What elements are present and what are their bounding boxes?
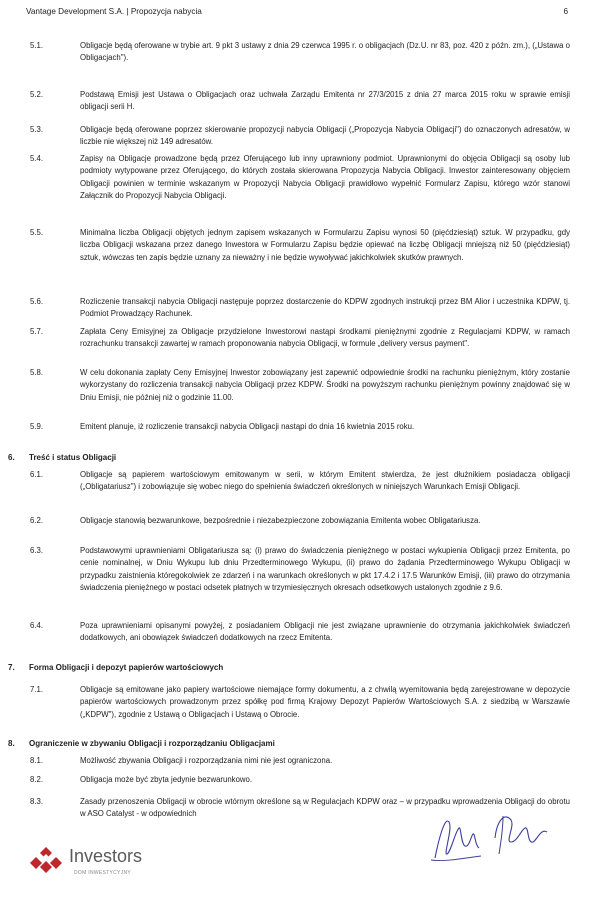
clause-7-1 <box>30 684 570 734</box>
clause-number: 5.2. <box>30 90 44 99</box>
clause-5-3 <box>30 124 570 150</box>
clause-text: Podstawą Emisji jest Ustawa o Obligacjach oraz uchwała Zarządu Emitenta nr 27/3/2015 z dnia 27 marca 2015 roku w sprawie emisji obligacji serii H. <box>80 90 570 112</box>
clause-5-4 <box>30 153 570 221</box>
clause-8-2 <box>30 774 570 788</box>
clause-text: Minimalna liczba Obligacji objętych jednym zapisem wskazanych w Formularzu Zapisu wynosi 50 (pięćdziesiąt) sztuk. W przypadku, gdy liczba Obligacji wskazana przez danego Inwestora w Formularzu Zapisu będzie opiewać na liczbę Obligacji mniejszą niż 50 (pięćdziesiąt) sztuk, wówczas ten zapis będzie uznany za nieważny i nie będzie wywoływać jakichkolwiek skutków prawnych. <box>80 228 570 262</box>
clause-number: 5.4. <box>30 154 44 163</box>
clause-number: 6.1. <box>30 470 44 479</box>
section-number: 7. <box>8 663 15 672</box>
section-title: Forma Obligacji i depozyt papierów wartościowych <box>29 663 224 672</box>
clause-text: Zapłata Ceny Emisyjnej za Obligacje przydzielone Inwestorowi nastąpi środkami pieniężnymi zgodnie z Regulacjami KDPW, w ramach rozrachunku transakcji zawartej w ramach proponowania nabycia Obligacji, w formule „delivery versus payment". <box>80 327 570 349</box>
clause-8-1 <box>30 755 570 769</box>
clause-6-1 <box>30 469 570 507</box>
clause-number: 8.3. <box>30 797 44 806</box>
clause-number: 7.1. <box>30 685 44 694</box>
clause-number: 6.2. <box>30 516 44 525</box>
clause-number: 6.3. <box>30 546 44 555</box>
clause-5-1 <box>30 40 570 66</box>
clause-text: Obligacje są emitowane jako papiery wartościowe niemające formy dokumentu, a z chwilą wyemitowania będą zarejestrowane w depozycie papierów wartościowych prowadzonym przez spółkę pod firmą Krajowy Depozyt Papierów Wartościowych S.A. z siedzibą w Warszawie („KDPW"), zgodnie z Ustawą o Obligacjach i Ustawą o Obrocie. <box>80 685 570 719</box>
clause-number: 8.2. <box>30 775 44 784</box>
clause-number: 5.5. <box>30 228 44 237</box>
clause-text: Obligacje stanowią bezwarunkowe, bezpośrednie i niezabezpieczone zobowiązania Emitenta wobec Obligatariusza. <box>80 516 481 525</box>
page-number: 6 <box>563 7 568 16</box>
clause-6-2 <box>30 515 570 541</box>
handwritten-signature <box>425 798 565 873</box>
investors-logo <box>28 840 168 880</box>
clause-text: Możliwość zbywania Obligacji i rozporządzania nimi nie jest ograniczona. <box>80 756 333 765</box>
section-title: Ograniczenie w zbywaniu Obligacji i rozporządzaniu Obligacjami <box>29 739 275 748</box>
section-number: 8. <box>8 739 15 748</box>
clause-number: 5.7. <box>30 327 44 336</box>
section-number: 6. <box>8 453 15 462</box>
section-title: Treść i status Obligacji <box>29 453 117 462</box>
clause-text: Zapisy na Obligacje prowadzone będą przez Oferującego lub inny uprawniony podmiot. Uprawnionymi do objęcia Obligacji są osoby lub podmioty wytypowane przez Oferującego, do których została skierowana Propozycja Nabycia Obligacji. Inwestor zainteresowany objęciem Obligacji powinien w terminie wskazanym w Propozycji Nabycia Obligacji prawidłowo wypełnić Formularz Zapisu, którego wzór stanowi Załącznik do Propozycji Nabycia Obligacji. <box>80 154 570 201</box>
clause-5-9 <box>30 421 570 447</box>
page-header <box>26 4 576 20</box>
clause-number: 5.8. <box>30 368 44 377</box>
logo-subtitle: DOM INWESTYCYJNY <box>74 870 132 876</box>
clause-5-6 <box>30 296 570 322</box>
clause-text: Obligacje będą oferowane poprzez skierowanie propozycji nabycia Obligacji („Propozycja Nabycia Obligacji") do oznaczonych adresatów, w liczbie nie większej niż 149 adresatów. <box>80 125 570 147</box>
clause-text: Obligacje są papierem wartościowym emitowanym w serii, w którym Emitent stwierdza, że jest dłużnikiem posiadacza obligacji („Obligatariusz") i zobowiązuje się wobec niego do spełnienia świadczeń określonych w niniejszych Warunkach Emisji Obligacji. <box>80 470 570 492</box>
clause-6-3 <box>30 545 570 609</box>
logo-mark-icon <box>28 845 64 875</box>
clause-text: Rozliczenie transakcji nabycia Obligacji następuje poprzez dostarczenie do KDPW zgodnych instrukcji przez BM Alior i uczestnika KDPW, tj. Podmiot Prowadzący Rachunek. <box>80 297 570 319</box>
clause-text: Zasady przenoszenia Obligacji w obrocie wtórnym określone są w Regulacjach KDPW oraz – w przypadku wprowadzenia Obligacji do obrotu w ASO Catalyst - w odpowiednich <box>80 797 570 819</box>
clause-5-2 <box>30 89 570 115</box>
clause-number: 5.9. <box>30 422 44 431</box>
clause-number: 8.1. <box>30 756 44 765</box>
clause-number: 5.3. <box>30 125 44 134</box>
document-title: Vantage Development S.A. | Propozycja nabycia <box>26 7 202 16</box>
clause-text: W celu dokonania zapłaty Ceny Emisyjnej Inwestor zobowiązany jest zapewnić odpowiednie środki na rachunku pieniężnym, który zostanie wykorzystany do rozliczenia transakcji nabycia Obligacji przez KDPW. Środki na powyższym rachunku pieniężnym powinny znajdować się w Dniu Emisji, nie później niż o godzinie 11.00. <box>80 368 570 402</box>
clause-5-5 <box>30 227 570 289</box>
clause-text: Emitent planuje, iż rozliczenie transakcji nabycia Obligacji nastąpi do dnia 16 kwietnia 2015 roku. <box>80 422 415 431</box>
clause-text: Podstawowymi uprawnieniami Obligatariusza są: (i) prawo do świadczenia pieniężnego w postaci wykupienia Obligacji przez Emitenta, po cenie nominalnej, w Dniu Wykupu lub dniu Przedterminowego Wykupu, (ii) prawo do żądania Przedterminowego Wykupu Obligacji w przypadku zaistnienia któregokolwiek ze zdarzeń i na warunkach określonych w pkt 17.4.2 i 17.5 Warunków Emisji, (iii) prawo do otrzymania świadczenia pieniężnego w postaci odsetek płatnych w trzymiesięcznych okresach odsetkowych ustalonych zgodnie z 9.6. <box>80 546 570 593</box>
clause-number: 6.4. <box>30 621 44 630</box>
logo-name: Investors <box>69 846 143 866</box>
clause-text: Obligacja może być zbyta jedynie bezwarunkowo. <box>80 775 253 784</box>
clause-text: Obligacje będą oferowane w trybie art. 9 pkt 3 ustawy z dnia 29 czerwca 1995 r. o obligacjach (Dz.U. nr 83, poz. 420 z późn. zm.), („Ustawa o Obligacjach"). <box>80 41 570 63</box>
clause-6-4 <box>30 620 570 658</box>
clause-5-8 <box>30 367 570 417</box>
clause-number: 5.1. <box>30 41 44 50</box>
clause-text: Poza uprawnieniami opisanymi powyżej, z posiadaniem Obligacji nie jest związane uprawnienie do otrzymania jakichkolwiek świadczeń dodatkowych, ani obowiązek świadczeń dodatkowych na rzecz Emitenta. <box>80 621 570 643</box>
clause-5-7 <box>30 326 570 364</box>
clause-number: 5.6. <box>30 297 44 306</box>
